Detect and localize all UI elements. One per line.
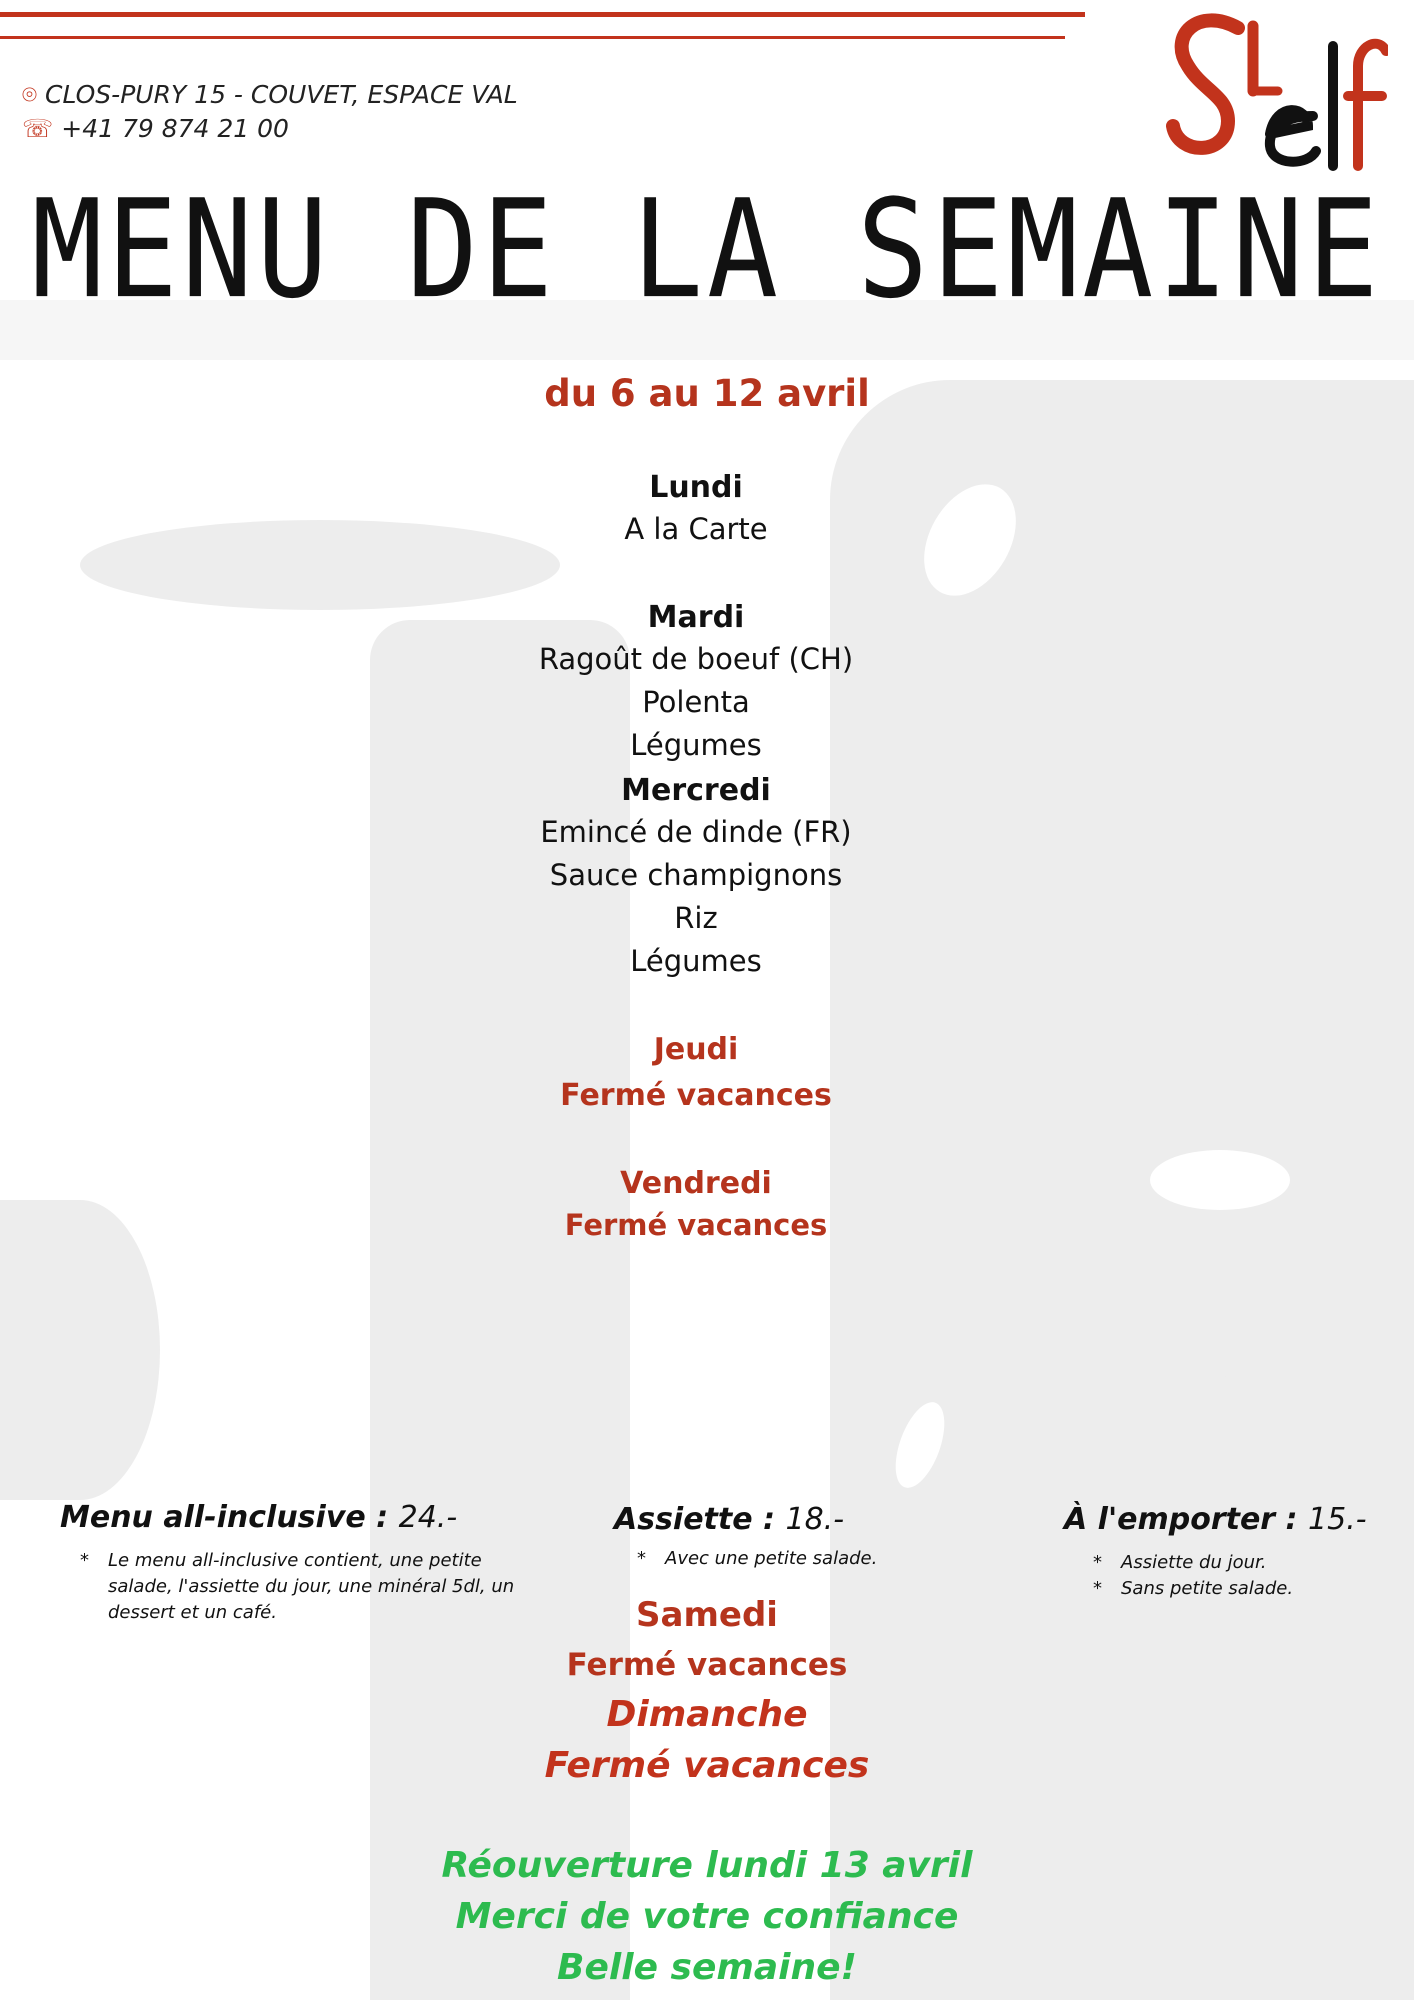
- menu-item: Riz: [674, 901, 718, 935]
- background-spot: [1150, 1150, 1290, 1210]
- page-title: MENU DE LA SEMAINE: [31, 169, 1383, 329]
- price-label: Assiette: [614, 1502, 753, 1537]
- price-note: [1093, 1550, 1381, 1576]
- day-jeudi: Jeudi: [653, 1032, 739, 1067]
- day-samedi: Samedi: [636, 1595, 778, 1635]
- location-pin-icon: ⌾: [22, 80, 38, 109]
- phone: [22, 114, 289, 143]
- price-value: 24.-: [398, 1500, 458, 1535]
- day-mercredi: Mercredi: [621, 773, 771, 808]
- self-logo: [1158, 6, 1388, 171]
- closed-notice: Fermé vacances: [566, 1647, 848, 1683]
- menu-item: Emincé de dinde (FR): [540, 815, 852, 849]
- price-separator: :: [752, 1502, 786, 1537]
- price-value: 15.-: [1308, 1502, 1367, 1537]
- menu-item: Ragoût de boeuf (CH): [538, 642, 854, 676]
- closed-notice: Fermé vacances: [564, 1208, 828, 1242]
- background-shape: [0, 1200, 160, 1500]
- day-mardi: Mardi: [647, 600, 745, 635]
- phone-icon: ☏: [22, 114, 54, 143]
- price-note: [637, 1546, 965, 1572]
- day-lundi: Lundi: [649, 470, 743, 505]
- greeting-message: Belle semaine!: [557, 1947, 857, 1988]
- bullet: *: [1093, 1552, 1102, 1573]
- note-text: Sans petite salade.: [1121, 1578, 1294, 1599]
- menu-item: Légumes: [630, 728, 762, 762]
- note-text: Avec une petite salade.: [665, 1548, 878, 1569]
- menu-item: Légumes: [630, 944, 762, 978]
- bullet: *: [637, 1548, 646, 1569]
- price-emporter: [1064, 1502, 1367, 1537]
- price-separator: :: [365, 1500, 399, 1535]
- price-label: Menu all-inclusive: [60, 1500, 366, 1535]
- phone-text: +41 79 874 21 00: [61, 114, 289, 143]
- address: [22, 80, 518, 110]
- menu-item: A la Carte: [624, 512, 768, 546]
- price-all-inclusive: [60, 1500, 457, 1535]
- header-line: [0, 36, 1065, 39]
- address-text: CLOS-PURY 15 - COUVET, ESPACE VAL: [45, 80, 518, 109]
- price-label: À l'emporter: [1064, 1502, 1276, 1537]
- price-separator: :: [1275, 1502, 1308, 1537]
- bullet: *: [1093, 1578, 1102, 1599]
- header-line: [0, 12, 1085, 17]
- price-value: 18.-: [785, 1502, 845, 1537]
- date-range: du 6 au 12 avril: [544, 372, 870, 415]
- closed-notice: Fermé vacances: [560, 1078, 832, 1113]
- note-text: Le menu all-inclusive contient, une petite salade, l'assiette du jour, une minéral 5dl, un dessert et un café.: [108, 1550, 515, 1623]
- background-spot: [276, 836, 344, 934]
- menu-item: Sauce champignons: [549, 858, 843, 892]
- day-dimanche: Dimanche: [606, 1694, 808, 1735]
- note-text: Assiette du jour.: [1121, 1552, 1267, 1573]
- day-vendredi: Vendredi: [620, 1166, 772, 1201]
- reopening-message: Réouverture lundi 13 avril: [441, 1845, 973, 1886]
- thanks-message: Merci de votre confiance: [455, 1896, 959, 1937]
- bullet: *: [80, 1550, 89, 1571]
- price-assiette: [614, 1502, 844, 1537]
- menu-item: Polenta: [642, 685, 750, 719]
- closed-notice: Fermé vacances: [544, 1745, 870, 1786]
